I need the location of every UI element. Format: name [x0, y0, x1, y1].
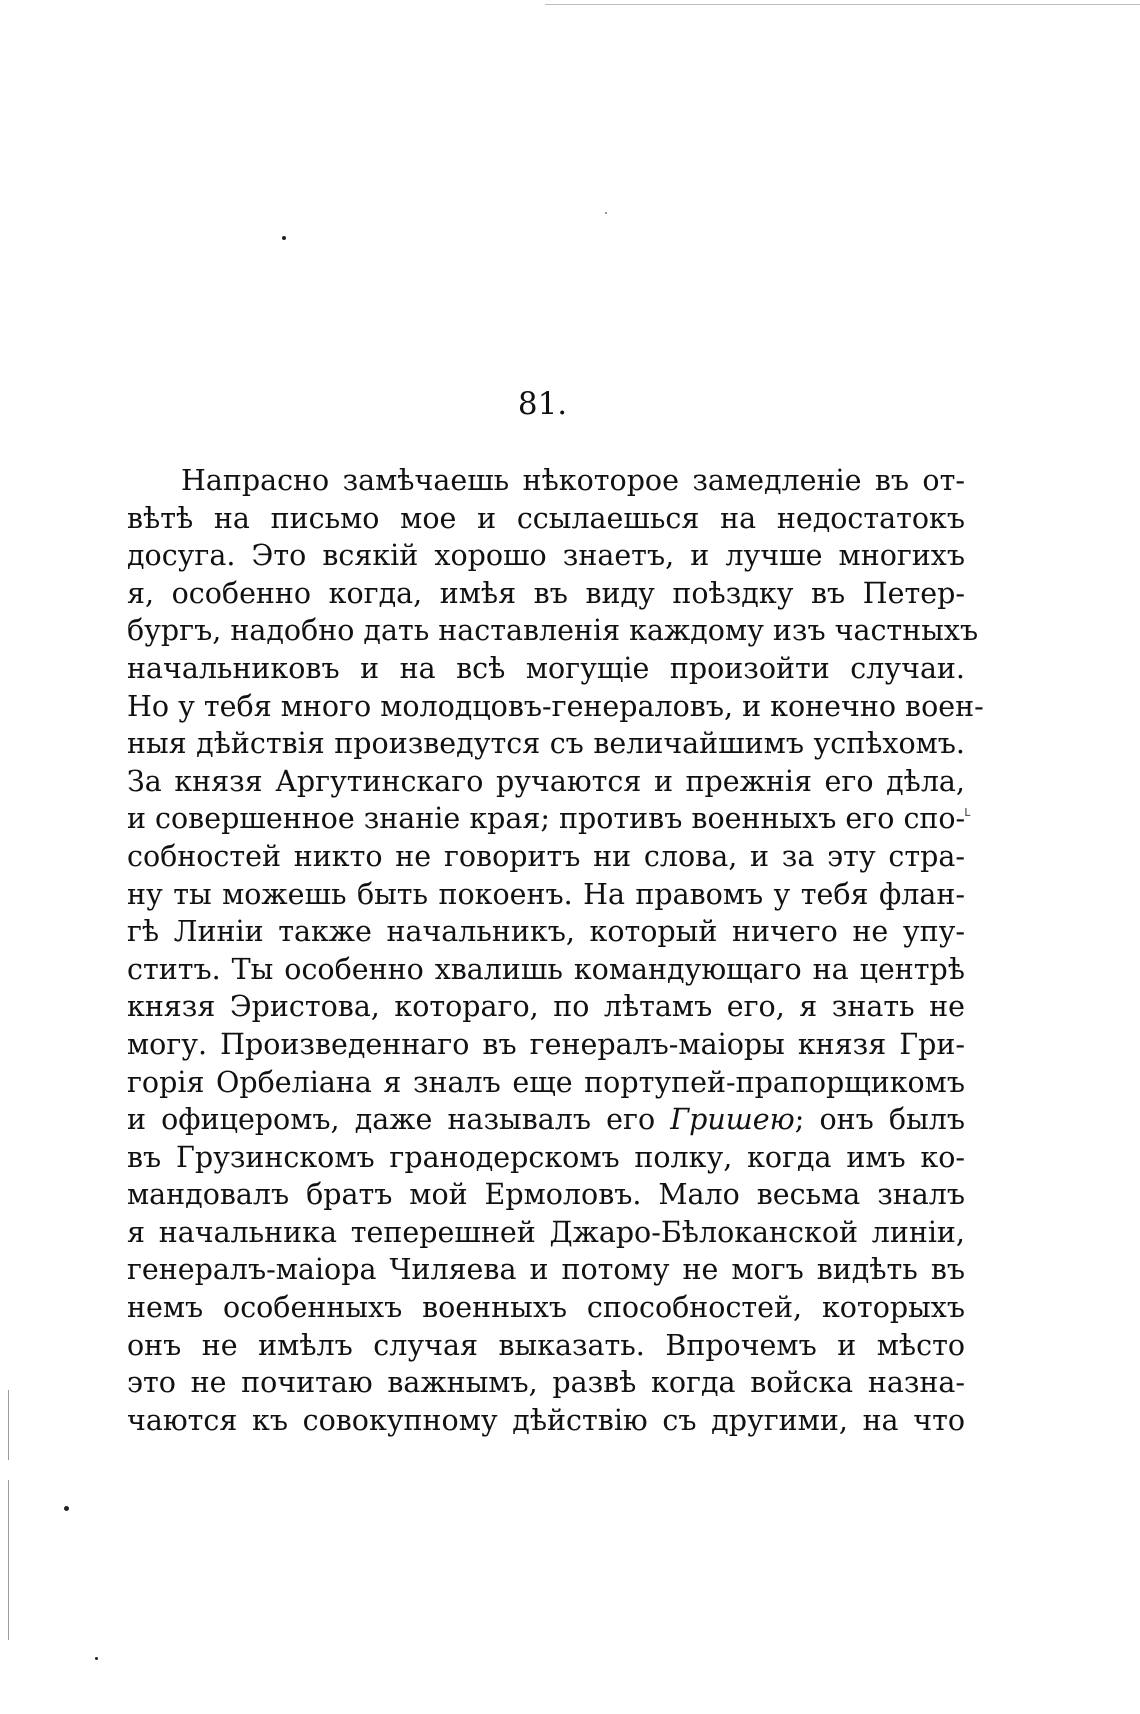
- ink-speck: [605, 212, 607, 214]
- page-edge-line: [8, 1480, 9, 1640]
- text-line: князя Эристова, котораго, по лѣтамъ его, я знать не: [127, 990, 965, 1024]
- text-line: бургъ, надобно дать наставленія каждому изъ частныхъ: [127, 614, 979, 648]
- text-line: горія Орбеліана я зналъ еще портупей-прапорщикомъ: [127, 1065, 965, 1099]
- text-line: собностей никто не говоритъ ни слова, и за эту стра-: [127, 839, 965, 873]
- text-line: въ Грузинскомъ гранодерскомъ полку, когда имъ ко-: [127, 1140, 965, 1174]
- page-edge-line: [8, 1390, 9, 1460]
- letter-number: 81.: [517, 386, 568, 422]
- text-line: могу. Произведеннаго въ генералъ-маіоры князя Гри-: [127, 1027, 965, 1061]
- margin-mark: ւ: [964, 804, 971, 820]
- text-line: немъ особенныхъ военныхъ способностей, которыхъ: [127, 1291, 965, 1325]
- text-line: ститъ. Ты особенно хвалишь командующаго на центрѣ: [127, 952, 965, 986]
- text-line: онъ не имѣлъ случая выказать. Впрочемъ и мѣсто: [127, 1328, 965, 1362]
- text-line: ныя дѣйствія произведутся съ величайшимъ успѣхомъ.: [127, 727, 965, 761]
- text-line: ну ты можешь быть покоенъ. На правомъ у тебя флан-: [127, 877, 965, 911]
- text-line-with-italic: [127, 1101, 965, 1139]
- text-line: и совершенное знаніе края; противъ военныхъ его спо-: [127, 802, 966, 836]
- text-line: Напрасно замѣчаешь нѣкоторое замедленіе въ от-: [181, 464, 965, 497]
- text-line: генералъ-маіора Чиляева и потому не могъ видѣть въ: [127, 1253, 965, 1287]
- ink-speck: [282, 236, 286, 240]
- text-line: это не почитаю важнымъ, развѣ когда войска назна-: [127, 1366, 965, 1400]
- text-line: чаются къ совокупному дѣйствію съ другими, на что: [127, 1403, 965, 1437]
- italic-name: Гришею: [670, 1103, 795, 1137]
- top-rule: [545, 4, 1140, 5]
- ink-speck: [95, 1657, 98, 1660]
- ink-speck: [64, 1506, 69, 1511]
- text-line: За князя Аргутинскаго ручаются и прежнія его дѣла,: [127, 764, 965, 798]
- text-segment: ; онъ былъ: [794, 1103, 966, 1137]
- text-line: мандовалъ братъ мой Ермоловъ. Мало весьма зналъ: [127, 1178, 965, 1212]
- text-line: Но у тебя много молодцовъ-генераловъ, и конечно воен-: [127, 689, 984, 723]
- text-line: я начальника теперешней Джаро-Бѣлоканской линіи,: [127, 1215, 965, 1249]
- text-line: начальниковъ и на всѣ могущіе произойти случаи.: [127, 651, 965, 685]
- letter-body: [127, 462, 984, 1439]
- text-line: гѣ Линіи также начальникъ, который ничего не упу-: [127, 915, 965, 949]
- text-segment: и офицеромъ, даже называлъ его: [127, 1103, 671, 1137]
- text-line: досуга. Это всякій хорошо знаетъ, и лучше многихъ: [127, 539, 965, 573]
- text-line: вѣтѣ на письмо мое и ссылаешься на недостатокъ: [127, 501, 965, 535]
- text-line: я, особенно когда, имѣя въ виду поѣздку въ Петер-: [127, 576, 965, 610]
